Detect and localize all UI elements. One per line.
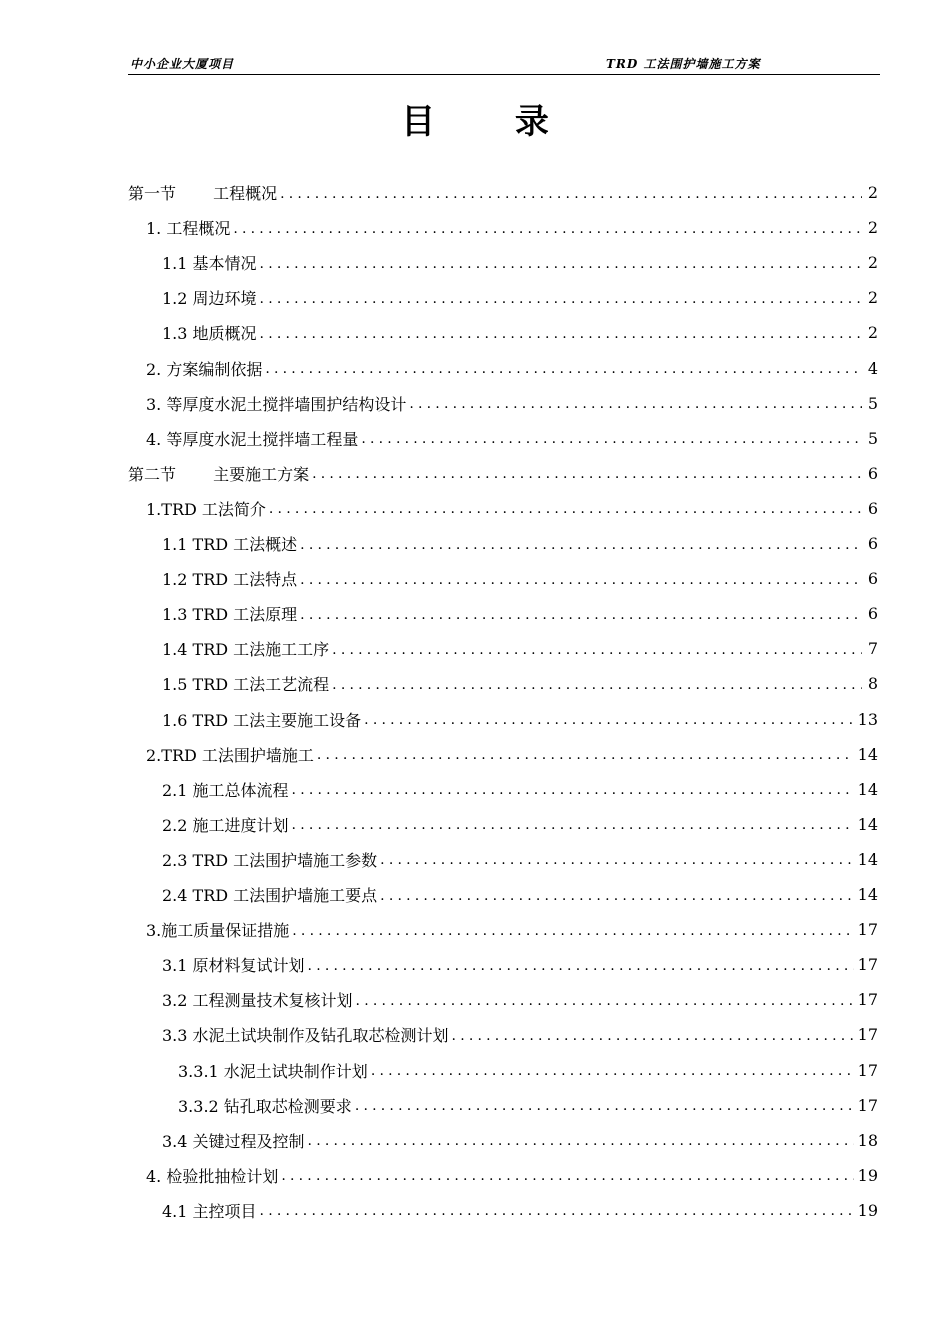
- toc-page-number: 2: [867, 183, 878, 202]
- toc-entry-label: 4. 检验批抽检计划: [146, 1166, 279, 1186]
- toc-entry-label: 3.2 工程测量技术复核计划: [162, 991, 353, 1011]
- header-document-title: TRD 工法围护墙施工方案: [606, 57, 761, 71]
- toc-entry-label: 3.3.1 水泥土试块制作计划: [178, 1061, 368, 1081]
- toc-dot-leader: [355, 1098, 854, 1114]
- toc-entry-label: 第二节 主要施工方案: [128, 464, 310, 484]
- toc-entry[interactable]: [128, 386, 878, 421]
- toc-dot-leader: [308, 958, 854, 974]
- toc-section[interactable]: [128, 175, 878, 210]
- toc-entry[interactable]: [128, 947, 878, 982]
- toc-entry[interactable]: [128, 1053, 878, 1088]
- toc-page-number: 6: [867, 534, 878, 553]
- toc-entry-label: 1.1 TRD 工法概述: [162, 535, 298, 554]
- toc-dot-leader: [452, 1028, 854, 1044]
- toc-dot-leader: [312, 466, 862, 482]
- toc-dot-leader: [260, 256, 862, 272]
- toc-dot-leader: [332, 642, 862, 658]
- toc-dot-leader: [361, 431, 862, 447]
- toc-entry[interactable]: [128, 631, 878, 666]
- header-project-name: 中小企业大厦项目: [130, 57, 235, 71]
- page-title: 目 录: [401, 102, 583, 142]
- toc-dot-leader: [300, 537, 862, 553]
- toc-page-number: 17: [857, 1095, 878, 1115]
- toc-entry[interactable]: [128, 315, 878, 350]
- toc-entry[interactable]: [128, 1123, 878, 1158]
- toc-dot-leader: [292, 817, 854, 833]
- toc-entry[interactable]: [128, 1017, 878, 1052]
- toc-page-number: 17: [857, 990, 878, 1010]
- toc-entry-label: 3.1 原材料复试计划: [162, 956, 305, 976]
- toc-entry-label: 2.1 施工总体流程: [162, 780, 289, 800]
- toc-dot-leader: [260, 326, 862, 342]
- toc-page-number: 14: [857, 779, 878, 799]
- toc-page-number: 6: [867, 604, 878, 624]
- toc-entry-label: 2.TRD 工法围护墙施工: [146, 745, 314, 765]
- toc-page-number: 13: [857, 709, 878, 729]
- toc-entry-label: 2.2 施工进度计划: [162, 815, 289, 835]
- toc-page-number: 5: [867, 393, 878, 413]
- toc-entry[interactable]: [128, 842, 878, 877]
- toc-page-number: 8: [867, 674, 878, 694]
- toc-entry-label: 1.1 基本情况: [162, 254, 257, 274]
- toc-page-number: 17: [857, 1060, 878, 1080]
- toc-entry-label: 1.3 地质概况: [162, 324, 257, 344]
- toc-page-number: 2: [867, 288, 878, 308]
- toc-section[interactable]: [128, 456, 878, 491]
- toc-dot-leader: [281, 1168, 853, 1184]
- toc-entry-label: 1.5 TRD 工法工艺流程: [162, 675, 330, 695]
- toc-page-number: 17: [857, 920, 878, 940]
- toc-page-number: 2: [867, 323, 878, 343]
- toc-entry-label: 3. 等厚度水泥土搅拌墙围护结构设计: [146, 394, 407, 414]
- toc-entry-label: 2.4 TRD 工法围护墙施工要点: [162, 886, 378, 905]
- toc-dot-leader: [260, 1203, 854, 1219]
- toc-entry-label: 1.3 TRD 工法原理: [162, 605, 298, 625]
- toc-entry-label: 4. 等厚度水泥土搅拌墙工程量: [146, 429, 359, 449]
- toc-dot-leader: [265, 361, 862, 377]
- toc-entry-label: 1.2 TRD 工法特点: [162, 570, 298, 590]
- toc-dot-leader: [409, 396, 862, 412]
- toc-entry[interactable]: [128, 596, 878, 631]
- toc-entry[interactable]: [128, 912, 878, 947]
- toc-dot-leader: [308, 1133, 854, 1149]
- toc-entry[interactable]: [128, 210, 878, 245]
- toc-entry[interactable]: [128, 666, 878, 701]
- toc-entry[interactable]: [128, 807, 878, 842]
- toc-entry-label: 2. 方案编制依据: [146, 359, 263, 379]
- toc-entry[interactable]: [128, 491, 878, 526]
- toc-dot-leader: [292, 782, 854, 798]
- toc-page-number: 6: [867, 569, 878, 589]
- toc-entry[interactable]: [128, 772, 878, 807]
- toc-page-number: 5: [867, 428, 878, 448]
- toc-dot-leader: [317, 747, 854, 763]
- toc-page-number: 14: [857, 885, 878, 904]
- toc-entry[interactable]: [128, 1088, 878, 1123]
- toc-entry-label: 3.施工质量保证措施: [146, 921, 290, 941]
- toc-entry-label: 3.4 关键过程及控制: [162, 1131, 305, 1151]
- toc-page-number: 18: [857, 1130, 878, 1150]
- toc-entry-label: 2.3 TRD 工法围护墙施工参数: [162, 850, 378, 870]
- toc-entry[interactable]: [128, 1158, 878, 1193]
- toc-dot-leader: [380, 888, 853, 904]
- toc-entry-label: 3.3.2 钻孔取芯检测要求: [178, 1096, 352, 1116]
- toc-page-number: 19: [857, 1200, 878, 1220]
- toc-entry[interactable]: [128, 1193, 878, 1228]
- toc-entry-label: 1.TRD 工法简介: [146, 499, 266, 519]
- toc-entry-label: 1.6 TRD 工法主要施工设备: [162, 710, 362, 730]
- toc-entry[interactable]: [128, 421, 878, 456]
- toc-entry[interactable]: [128, 877, 878, 912]
- toc-dot-leader: [233, 221, 862, 237]
- toc-page-number: 17: [857, 1025, 878, 1045]
- toc-page-number: 2: [867, 253, 878, 273]
- toc-entry[interactable]: [128, 245, 878, 280]
- toc-entry-label: 1.2 周边环境: [162, 289, 257, 309]
- toc-page-number: 6: [867, 463, 878, 483]
- toc-dot-leader: [371, 1063, 854, 1079]
- toc-entry[interactable]: [128, 280, 878, 315]
- toc-page-number: 14: [857, 849, 878, 869]
- toc-dot-leader: [300, 607, 862, 623]
- toc-dot-leader: [280, 186, 862, 202]
- toc-page-number: 19: [857, 1165, 878, 1185]
- toc-page-number: 2: [867, 218, 878, 238]
- toc-page-number: 14: [857, 814, 878, 834]
- toc-dot-leader: [356, 993, 854, 1009]
- toc-entry[interactable]: [128, 702, 878, 737]
- toc-page-number: 14: [857, 744, 878, 764]
- toc-page-number: 7: [867, 639, 878, 659]
- toc-entry-label: 1. 工程概况: [146, 219, 231, 239]
- toc-entry[interactable]: [128, 561, 878, 596]
- toc-page-number: 4: [867, 358, 878, 378]
- toc-dot-leader: [332, 677, 862, 693]
- toc-dot-leader: [364, 712, 853, 728]
- toc-entry-label: 4.1 主控项目: [162, 1201, 257, 1221]
- toc-dot-leader: [380, 852, 853, 868]
- toc-entry[interactable]: [128, 982, 878, 1017]
- toc-page-number: 6: [867, 498, 878, 518]
- toc-entry[interactable]: [128, 737, 878, 772]
- toc-entry-label: 第一节 工程概况: [128, 184, 278, 203]
- toc-entry[interactable]: [128, 351, 878, 386]
- toc-entry-label: 3.3 水泥土试块制作及钻孔取芯检测计划: [162, 1026, 449, 1046]
- toc-entry[interactable]: [128, 526, 878, 561]
- toc-dot-leader: [269, 501, 862, 517]
- toc-dot-leader: [300, 572, 862, 588]
- toc-dot-leader: [260, 291, 862, 307]
- toc-dot-leader: [292, 923, 853, 939]
- page-header: [128, 53, 880, 75]
- toc-entry-label: 1.4 TRD 工法施工工序: [162, 640, 330, 660]
- toc-page-number: 17: [857, 955, 878, 975]
